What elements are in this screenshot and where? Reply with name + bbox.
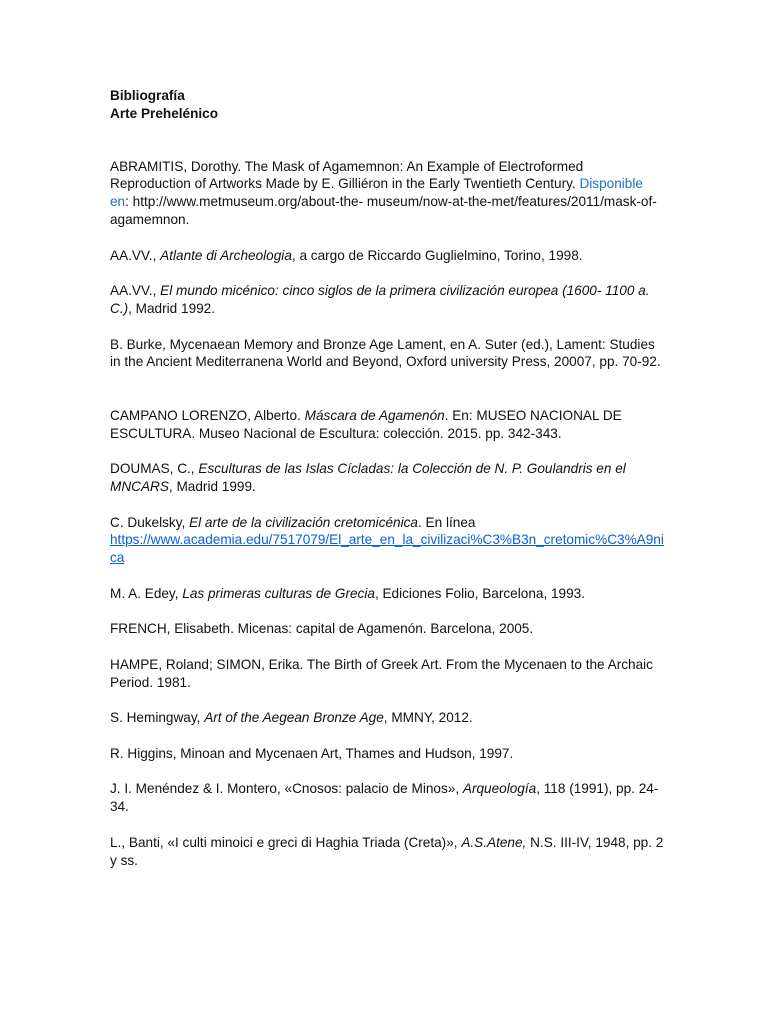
bibliography-entry <box>110 336 665 372</box>
bibliography-entry <box>110 460 665 496</box>
document-subtitle: Arte Prehelénico <box>110 105 219 121</box>
entry-text: , Madrid 1999. <box>168 478 256 494</box>
entry-text: AA.VV., <box>110 283 161 299</box>
entry-text: C. Dukelsky, <box>110 514 190 530</box>
entry-text: L., Banti, «I culti minoici e greci di Haghia Triada (Creta)», <box>110 834 462 850</box>
bibliography-entry <box>110 407 665 443</box>
bibliography-entry <box>110 620 665 638</box>
entry-text: , MMNY, 2012. <box>383 710 473 726</box>
entry-title: Máscara de Agamenón <box>304 407 445 423</box>
bibliography-entry <box>110 514 665 567</box>
entry-text: J. I. Menéndez & I. Montero, «Cnosos: palacio de Minos», <box>110 781 463 797</box>
entry-text: DOUMAS, C., <box>110 461 199 477</box>
entry-text: , Madrid 1992. <box>128 300 216 316</box>
entry-title: Arqueología <box>462 781 537 797</box>
available-label: Disponible en <box>110 176 643 210</box>
entry-text: S. Hemingway, <box>110 710 205 726</box>
entry-text: M. A. Edey, <box>110 585 183 601</box>
document-title: Bibliografía <box>110 88 185 103</box>
entry-title: Art of the Aegean Bronze Age <box>204 710 384 726</box>
entry-text: B. Burke, Mycenaean Memory and Bronze Age Lament, en A. Suter (ed.), Lament: Studies in the Ancient Mediterranena World and Beyond, Oxford university Press, 20007, pp. 70-92. <box>110 336 661 370</box>
bibliography-entry <box>110 585 665 603</box>
entry-text: FRENCH, Elisabeth. Micenas: capital de Agamenón. Barcelona, 2005. <box>110 621 534 637</box>
entry-title: Esculturas de las Islas Cícladas: la Colección de N. P. Goulandris en el MNCARS <box>110 461 626 494</box>
bibliography-entry <box>110 834 665 870</box>
entry-text: HAMPE, Roland; SIMON, Erika. The Birth of Greek Art. From the Mycenaen to the Archaic Period. 1981. <box>110 656 653 690</box>
entry-title: El mundo micénico: cinco siglos de la primera civilización europea (1600- 1100 a. C.) <box>110 283 650 316</box>
entry-text: ABRAMITIS, Dorothy. The Mask of Agamemnon: An Example of Electroformed Reproduction of Artworks Made by E. Gilliéron in the Early Twentieth Century. <box>110 158 584 192</box>
entry-text: . En: MUSEO NACIONAL DE ESCULTURA. Museo Nacional de Escultura: colección. 2015. pp. 342-343. <box>110 407 622 441</box>
bibliography-entry <box>110 247 665 265</box>
bibliography-entry <box>110 282 665 318</box>
bibliography-entry <box>110 158 665 229</box>
bibliography-entry <box>110 780 665 816</box>
entry-text: : http://www.metmuseum.org/about-the- museum/now-at-the-met/features/2011/mask-of-agamemnon. <box>110 194 657 227</box>
entry-title: Las primeras culturas de Grecia <box>182 585 375 601</box>
entry-title: A.S.Atene, <box>461 834 527 850</box>
entry-text: N.S. III-IV, 1948, pp. 2 y ss. <box>110 834 664 868</box>
entry-text: , Ediciones Folio, Barcelona, 1993. <box>374 585 586 601</box>
entry-text: , a cargo de Riccardo Guglielmino, Torino, 1998. <box>291 247 583 263</box>
entry-text: AA.VV., <box>110 247 161 263</box>
bibliography-entry <box>110 656 665 692</box>
entry-title: El arte de la civilización cretomicénica <box>189 514 418 530</box>
entry-text: , 118 (1991), pp. 24-34. <box>110 781 659 815</box>
document-page <box>110 87 665 887</box>
entry-text: CAMPANO LORENZO, Alberto. <box>110 407 305 423</box>
entry-text: . En línea <box>418 514 476 530</box>
bibliography-entry <box>110 745 665 763</box>
entry-text: R. Higgins, Minoan and Mycenaen Art, Thames and Hudson, 1997. <box>110 745 514 761</box>
academia-link[interactable]: https://www.academia.edu/7517079/El_arte_en_la_civilizaci%C3%B3n_cretomic%C3%A9nica <box>110 532 664 566</box>
entry-title: Atlante di Archeologia <box>160 247 292 263</box>
bibliography-entry <box>110 709 665 727</box>
bibliography-list <box>110 158 665 870</box>
